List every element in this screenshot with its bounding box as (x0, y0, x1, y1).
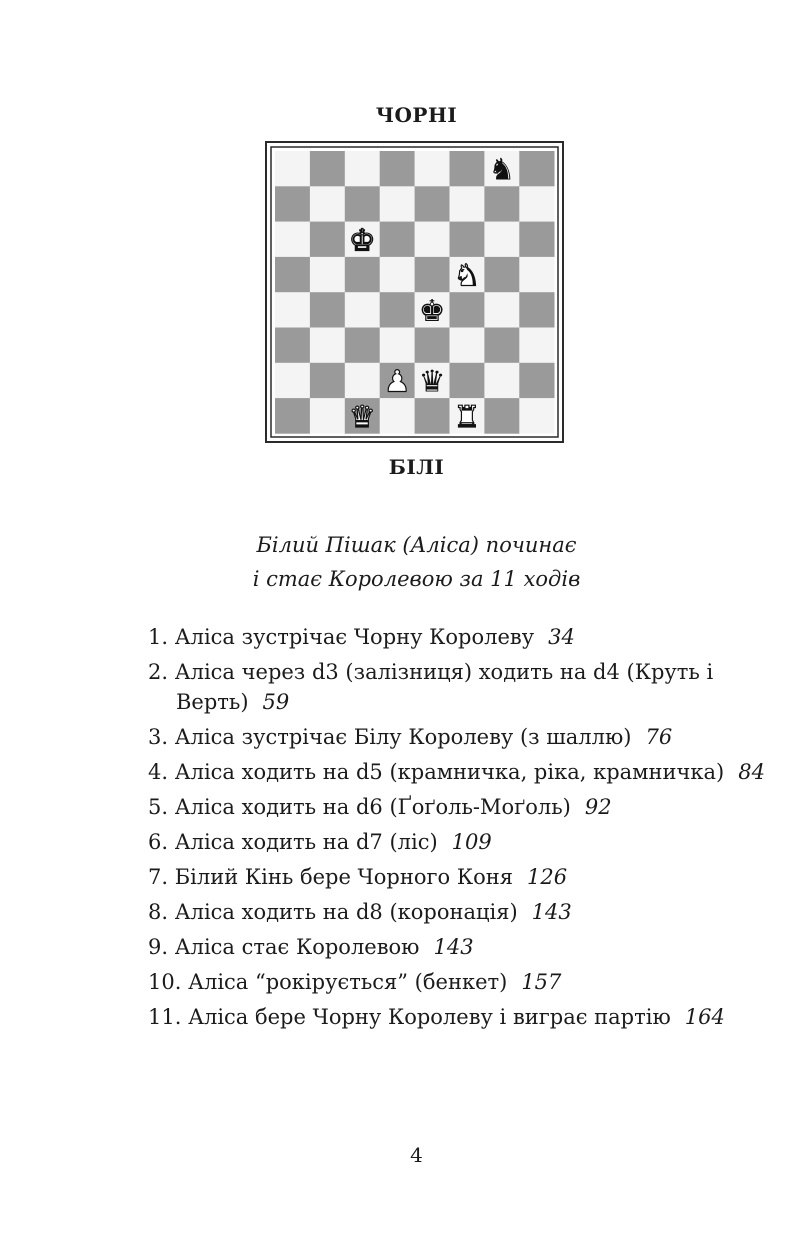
move-page-ref: 126 (526, 865, 568, 889)
move-text: 1. Аліса зустрічає Чорну Королеву (148, 625, 535, 649)
moves-list (148, 622, 768, 1037)
caption-line-1: Білий Пішак (Аліса) починає (256, 533, 577, 557)
move-item (148, 967, 768, 997)
light-square (275, 222, 310, 258)
caption-line-2: і стає Королевою за 11 ходів (252, 567, 581, 591)
move-page-ref: 157 (521, 970, 562, 994)
move-item (148, 932, 768, 962)
move-text: 2. Аліса через d3 (залізниця) ходить на d4 (Круть і Верть) (148, 660, 714, 714)
light-square (450, 186, 485, 222)
light-square (345, 363, 380, 399)
light-square (345, 292, 380, 328)
dark-square (310, 363, 345, 399)
move-text: 5. Аліса ходить на d6 (Ґоґоль-Моґоль) (148, 795, 571, 819)
black-king-e4-icon: ♚ (418, 293, 446, 329)
move-text: 9. Аліса стає Королевою (148, 935, 420, 959)
move-text: 6. Аліса ходить на d7 (ліс) (148, 830, 438, 854)
light-square (345, 151, 380, 187)
dark-square (484, 328, 519, 364)
move-page-ref: 34 (548, 625, 575, 649)
dark-square (484, 398, 519, 434)
light-square (484, 222, 519, 258)
move-page-ref: 59 (262, 690, 290, 714)
move-text: 3. Аліса зустрічає Білу Королеву (з шаллю) (148, 725, 632, 749)
dark-square (415, 257, 450, 293)
light-square (275, 151, 310, 187)
dark-square (519, 292, 554, 328)
light-square (519, 398, 554, 434)
dark-square (484, 186, 519, 222)
light-square (519, 257, 554, 293)
move-text: 11. Аліса бере Чорну Королеву і виграє партію (148, 1005, 671, 1029)
dark-square (415, 398, 450, 434)
dark-square (415, 328, 450, 364)
dark-square (275, 257, 310, 293)
light-square (519, 186, 554, 222)
move-item (148, 827, 768, 857)
chess-board (265, 141, 564, 443)
dark-square (310, 151, 345, 187)
move-item (148, 897, 768, 927)
move-item (148, 622, 768, 652)
move-page-ref: 84 (738, 760, 765, 784)
dark-square (275, 186, 310, 222)
dark-square (415, 186, 450, 222)
dark-square (345, 328, 380, 364)
light-square (310, 186, 345, 222)
light-square (310, 257, 345, 293)
dark-square (310, 292, 345, 328)
white-rook-f1-icon: ♜ (453, 399, 481, 435)
white-knight-f5-icon: ♞ (453, 258, 481, 294)
dark-square (450, 363, 485, 399)
move-item (148, 722, 768, 752)
dark-square (345, 257, 380, 293)
dark-square (380, 292, 415, 328)
light-square (380, 186, 415, 222)
light-square (380, 257, 415, 293)
dark-square (450, 151, 485, 187)
light-square (415, 222, 450, 258)
dark-square (275, 328, 310, 364)
light-square (484, 292, 519, 328)
move-item (148, 1002, 768, 1032)
move-text: 4. Аліса ходить на d5 (крамничка, ріка, крамничка) (148, 760, 725, 784)
light-square (310, 328, 345, 364)
black-queen-e2-icon: ♛ (418, 364, 446, 400)
chess-diagram (265, 141, 564, 443)
light-square (275, 292, 310, 328)
move-item (148, 792, 768, 822)
dark-square (519, 222, 554, 258)
page-number: 4 (410, 1143, 423, 1167)
light-square (380, 328, 415, 364)
white-king-c6-icon: ♚ (348, 223, 376, 259)
light-square (415, 151, 450, 187)
move-item (148, 657, 768, 717)
move-page-ref: 164 (684, 1005, 725, 1029)
light-square (310, 398, 345, 434)
light-square (380, 398, 415, 434)
move-page-ref: 143 (531, 900, 572, 924)
light-square (450, 328, 485, 364)
move-page-ref: 143 (433, 935, 474, 959)
dark-square (450, 292, 485, 328)
move-text: 7. Білий Кінь бере Чорного Коня (148, 865, 513, 889)
dark-square (275, 398, 310, 434)
white-pawn-d2-icon: ♟ (383, 364, 411, 400)
white-side-label: БІЛІ (388, 455, 445, 479)
light-square (275, 363, 310, 399)
dark-square (519, 151, 554, 187)
dark-square (380, 151, 415, 187)
dark-square (484, 257, 519, 293)
move-text: 10. Аліса “рокірується” (бенкет) (148, 970, 508, 994)
move-page-ref: 76 (645, 725, 673, 749)
move-item (148, 862, 768, 892)
white-queen-c1-icon: ♛ (348, 399, 376, 435)
dark-square (519, 363, 554, 399)
black-side-label: ЧОРНІ (375, 103, 458, 127)
dark-square (450, 222, 485, 258)
dark-square (345, 186, 380, 222)
light-square (519, 328, 554, 364)
move-page-ref: 92 (584, 795, 612, 819)
light-square (484, 363, 519, 399)
black-knight-g8-icon: ♞ (488, 152, 516, 188)
move-item (148, 757, 768, 787)
move-page-ref: 109 (451, 830, 492, 854)
dark-square (310, 222, 345, 258)
move-text: 8. Аліса ходить на d8 (коронація) (148, 900, 518, 924)
dark-square (380, 222, 415, 258)
